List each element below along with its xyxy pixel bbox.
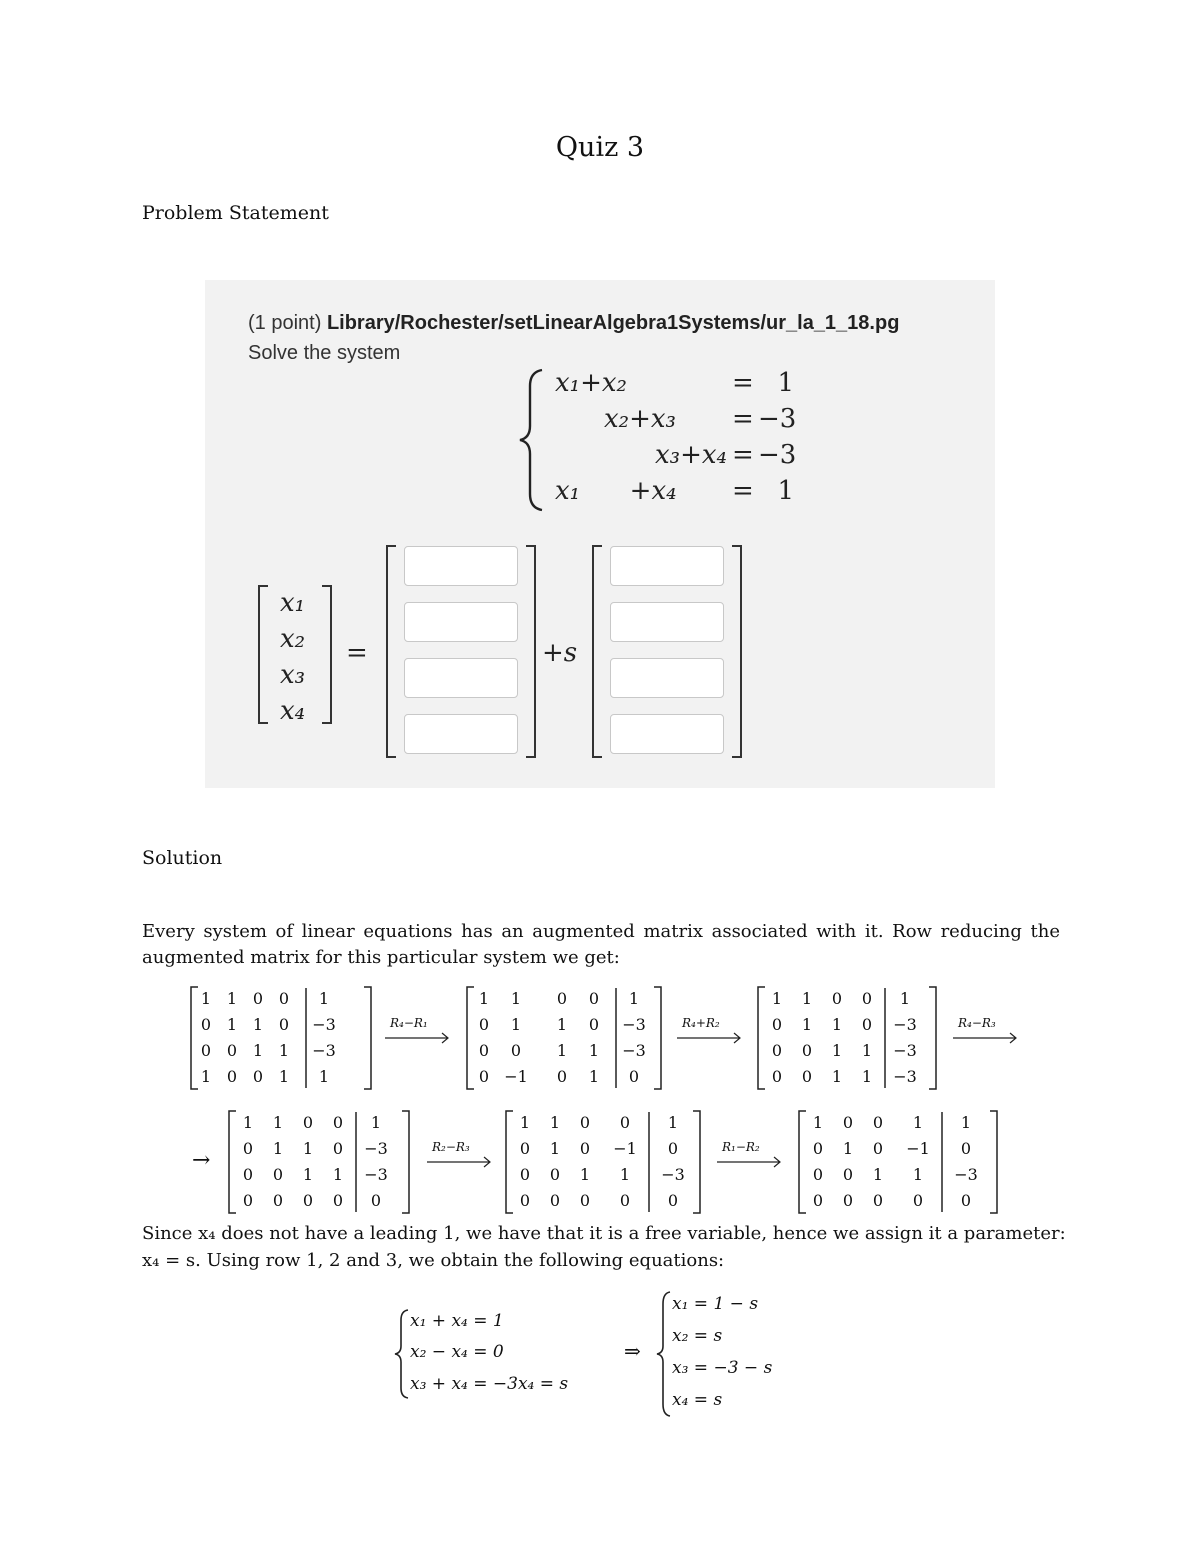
matrix-cell: 1 <box>899 989 911 1008</box>
implies-arrow: ⇒ <box>624 1339 641 1363</box>
matrix-cell: 0 <box>519 1165 531 1184</box>
matrix-cell: 0 <box>519 1139 531 1158</box>
matrix-cell: 0 <box>812 1165 824 1184</box>
matrix-cell: 1 <box>912 1113 924 1132</box>
matrix-cell: 0 <box>872 1191 884 1210</box>
answer-a-4[interactable] <box>404 714 518 754</box>
eq1-rhs: 1 <box>777 368 794 398</box>
row-operation-label: R₄+R₂ <box>682 1016 720 1030</box>
right-arrow-icon <box>952 1032 1018 1044</box>
matrix-cell: 0 <box>619 1191 631 1210</box>
matrix-cell: 0 <box>812 1139 824 1158</box>
matrix-cell: 0 <box>619 1113 631 1132</box>
matrix-cell: −3 <box>622 1041 646 1060</box>
matrix-cell: −3 <box>893 1015 917 1034</box>
final-right-1: x₁ = 1 − s <box>672 1294 759 1314</box>
matrix-cell: −3 <box>312 1015 336 1034</box>
eq4-equals: = <box>732 476 754 506</box>
matrix-cell: −3 <box>364 1165 388 1184</box>
matrix-cell: 1 <box>549 1113 561 1132</box>
answer-b-3[interactable] <box>610 658 724 698</box>
matrix-cell: 0 <box>252 1067 264 1086</box>
matrix-cell: 1 <box>302 1165 314 1184</box>
matrix-cell: 1 <box>318 1067 330 1086</box>
matrix-cell: 1 <box>252 1041 264 1060</box>
matrix-cell: 0 <box>842 1165 854 1184</box>
matrix-cell: 0 <box>478 1015 490 1034</box>
matrix-cell: 1 <box>272 1139 284 1158</box>
problem-header <box>248 312 899 335</box>
row-operation-label: R₁−R₂ <box>722 1140 760 1154</box>
matrix-cell: 0 <box>812 1191 824 1210</box>
final-left-2: x₂ − x₄ = 0 <box>410 1342 504 1362</box>
matrix-cell: 0 <box>801 1041 813 1060</box>
matrix-cell: 1 <box>831 1041 843 1060</box>
matrix-cell: 1 <box>226 1015 238 1034</box>
matrix-cell: 0 <box>242 1191 254 1210</box>
row-operation-label: R₄−R₁ <box>390 1016 428 1030</box>
matrix-cell: 0 <box>667 1191 679 1210</box>
matrix-cell: 1 <box>370 1113 382 1132</box>
final-left-1: x₁ + x₄ = 1 <box>410 1311 504 1331</box>
matrix-cell: 1 <box>588 1067 600 1086</box>
matrix-cell: 1 <box>628 989 640 1008</box>
matrix-cell: −1 <box>613 1139 637 1158</box>
matrix-cell: 1 <box>861 1041 873 1060</box>
matrix-cell: 1 <box>842 1139 854 1158</box>
matrix-cell: −3 <box>364 1139 388 1158</box>
right-arrow-icon <box>676 1032 742 1044</box>
vector-equals: = <box>346 638 368 668</box>
matrix-cell: 1 <box>549 1139 561 1158</box>
final-right-brace <box>656 1290 672 1418</box>
matrix-cell: 0 <box>278 1015 290 1034</box>
matrix-cell: 0 <box>771 1041 783 1060</box>
matrix-cell: 0 <box>579 1113 591 1132</box>
eq2-equals: = <box>732 404 754 434</box>
matrix-cell: 0 <box>579 1139 591 1158</box>
matrix-cell: 1 <box>318 989 330 1008</box>
matrix-cell: 1 <box>278 1067 290 1086</box>
matrix-cell: 1 <box>960 1113 972 1132</box>
solution-intro: Every system of linear equations has an augmented matrix associated with it. Row reducing the augmented matrix for this particular system we get: <box>142 921 1060 968</box>
matrix-cell: 0 <box>801 1067 813 1086</box>
matrix-cell: 0 <box>861 1015 873 1034</box>
answer-b-2[interactable] <box>610 602 724 642</box>
matrix-cell: 0 <box>872 1113 884 1132</box>
matrix-cell: −3 <box>954 1165 978 1184</box>
row-operation-label: R₂−R₃ <box>432 1140 470 1154</box>
matrix-cell: 1 <box>252 1015 264 1034</box>
system-brace <box>518 366 548 514</box>
eq2-rhs: −3 <box>758 404 797 434</box>
answer-b-4[interactable] <box>610 714 724 754</box>
matrix-cell: 0 <box>549 1191 561 1210</box>
plus-s: +s <box>542 638 578 668</box>
matrix-cell: 1 <box>226 989 238 1008</box>
matrix-cell: 1 <box>478 989 490 1008</box>
matrix-cell: 0 <box>200 1041 212 1060</box>
matrix-cell: 1 <box>831 1067 843 1086</box>
page-title: Quiz 3 <box>555 132 645 163</box>
matrix-cell: 0 <box>278 989 290 1008</box>
continue-arrow-icon: → <box>192 1148 211 1173</box>
matrix-cell: 0 <box>861 989 873 1008</box>
matrix-cell: 0 <box>226 1041 238 1060</box>
augmented-matrix-4 <box>228 1110 410 1214</box>
var-x2: x₂ <box>280 624 306 654</box>
final-left-3: x₃ + x₄ = −3x₄ = s <box>410 1374 569 1394</box>
matrix-cell: 1 <box>667 1113 679 1132</box>
matrix-cell: 0 <box>588 989 600 1008</box>
matrix-cell: −3 <box>893 1041 917 1060</box>
matrix-cell: −3 <box>661 1165 685 1184</box>
matrix-cell: 0 <box>478 1041 490 1060</box>
matrix-cell: 0 <box>510 1041 522 1060</box>
eq2-lhs: x₂+x₃ <box>604 404 676 434</box>
final-right-3: x₃ = −3 − s <box>672 1358 773 1378</box>
matrix-cell: 0 <box>302 1113 314 1132</box>
augmented-matrix-1 <box>190 986 372 1090</box>
problem-path: Library/Rochester/setLinearAlgebra1Systems/ur_la_1_18.pg <box>326 312 900 334</box>
matrix-cell: 0 <box>579 1191 591 1210</box>
matrix-cell: 0 <box>302 1191 314 1210</box>
eq4-lhs: x₁ +x₄ <box>555 476 677 506</box>
matrix-cell: 1 <box>519 1113 531 1132</box>
answer-a-2[interactable] <box>404 602 518 642</box>
matrix-cell: 1 <box>771 989 783 1008</box>
answer-b-1[interactable] <box>610 546 724 586</box>
matrix-cell: 0 <box>556 1067 568 1086</box>
matrix-cell: −3 <box>893 1067 917 1086</box>
matrix-cell: 1 <box>510 989 522 1008</box>
matrix-cell: 0 <box>252 989 264 1008</box>
matrix-cell: 1 <box>272 1113 284 1132</box>
var-x3: x₃ <box>280 660 306 690</box>
matrix-cell: 1 <box>801 1015 813 1034</box>
augmented-matrix-3 <box>757 986 937 1090</box>
matrix-cell: 0 <box>226 1067 238 1086</box>
matrix-cell: 1 <box>242 1113 254 1132</box>
right-arrow-icon <box>426 1156 492 1168</box>
matrix-cell: 1 <box>579 1165 591 1184</box>
matrix-cell: 1 <box>302 1139 314 1158</box>
matrix-cell: 0 <box>960 1191 972 1210</box>
matrix-cell: −1 <box>906 1139 930 1158</box>
solution-heading: Solution <box>142 847 223 869</box>
matrix-cell: 0 <box>960 1139 972 1158</box>
eq4-rhs: 1 <box>777 476 794 506</box>
matrix-cell: 1 <box>831 1015 843 1034</box>
final-left-brace <box>394 1308 410 1400</box>
matrix-cell: −3 <box>312 1041 336 1060</box>
matrix-cell: 1 <box>619 1165 631 1184</box>
matrix-cell: 0 <box>549 1165 561 1184</box>
matrix-cell: 0 <box>332 1191 344 1210</box>
eq1-lhs: x₁+x₂ <box>555 368 627 398</box>
var-x1: x₁ <box>280 588 306 618</box>
matrix-cell: 0 <box>842 1191 854 1210</box>
matrix-cell: 0 <box>272 1165 284 1184</box>
answer-a-1[interactable] <box>404 546 518 586</box>
right-arrow-icon <box>384 1032 450 1044</box>
matrix-cell: 1 <box>556 1015 568 1034</box>
final-right-4: x₄ = s <box>672 1390 723 1410</box>
augmented-matrix-6 <box>798 1110 998 1214</box>
matrix-cell: −3 <box>622 1015 646 1034</box>
matrix-cell: 0 <box>771 1015 783 1034</box>
matrix-cell: 0 <box>556 989 568 1008</box>
matrix-cell: 0 <box>370 1191 382 1210</box>
matrix-cell: 1 <box>556 1041 568 1060</box>
matrix-cell: 1 <box>861 1067 873 1086</box>
matrix-cell: 0 <box>272 1191 284 1210</box>
matrix-cell: 1 <box>332 1165 344 1184</box>
matrix-cell: 1 <box>912 1165 924 1184</box>
matrix-cell: −1 <box>504 1067 528 1086</box>
matrix-cell: 0 <box>628 1067 640 1086</box>
eq3-equals: = <box>732 440 754 470</box>
final-right-2: x₂ = s <box>672 1326 723 1346</box>
matrix-cell: 0 <box>200 1015 212 1034</box>
row-operation-label: R₄−R₃ <box>958 1016 996 1030</box>
matrix-cell: 1 <box>278 1041 290 1060</box>
eq1-equals: = <box>732 368 754 398</box>
matrix-cell: 1 <box>200 989 212 1008</box>
answer-a-3[interactable] <box>404 658 518 698</box>
eq3-rhs: −3 <box>758 440 797 470</box>
matrix-cell: 0 <box>771 1067 783 1086</box>
eq3-lhs: x₃+x₄ <box>655 440 727 470</box>
instruction: Solve the system <box>248 342 401 364</box>
matrix-cell: 1 <box>588 1041 600 1060</box>
matrix-cell: 0 <box>831 989 843 1008</box>
matrix-cell: 0 <box>912 1191 924 1210</box>
matrix-cell: 0 <box>332 1139 344 1158</box>
free-var-text-1: Since x₄ does not have a leading 1, we have that it is a free variable, hence we assign it a parameter: <box>142 1223 1066 1244</box>
matrix-cell: 1 <box>812 1113 824 1132</box>
matrix-cell: 1 <box>510 1015 522 1034</box>
matrix-cell: 0 <box>667 1139 679 1158</box>
matrix-cell: 0 <box>588 1015 600 1034</box>
free-var-text-2: x₄ = s. Using row 1, 2 and 3, we obtain the following equations: <box>142 1250 725 1271</box>
problem-heading: Problem Statement <box>142 202 329 224</box>
matrix-cell: 0 <box>478 1067 490 1086</box>
matrix-cell: 0 <box>872 1139 884 1158</box>
matrix-cell: 1 <box>872 1165 884 1184</box>
augmented-matrix-2 <box>466 986 662 1090</box>
matrix-cell: 0 <box>519 1191 531 1210</box>
matrix-cell: 0 <box>332 1113 344 1132</box>
augmented-matrix-5 <box>505 1110 701 1214</box>
matrix-cell: 0 <box>242 1139 254 1158</box>
matrix-cell: 0 <box>242 1165 254 1184</box>
right-arrow-icon <box>716 1156 782 1168</box>
matrix-cell: 1 <box>200 1067 212 1086</box>
points-label: (1 point) <box>248 312 322 334</box>
matrix-cell: 1 <box>801 989 813 1008</box>
var-x4: x₄ <box>280 696 306 726</box>
matrix-cell: 0 <box>842 1113 854 1132</box>
